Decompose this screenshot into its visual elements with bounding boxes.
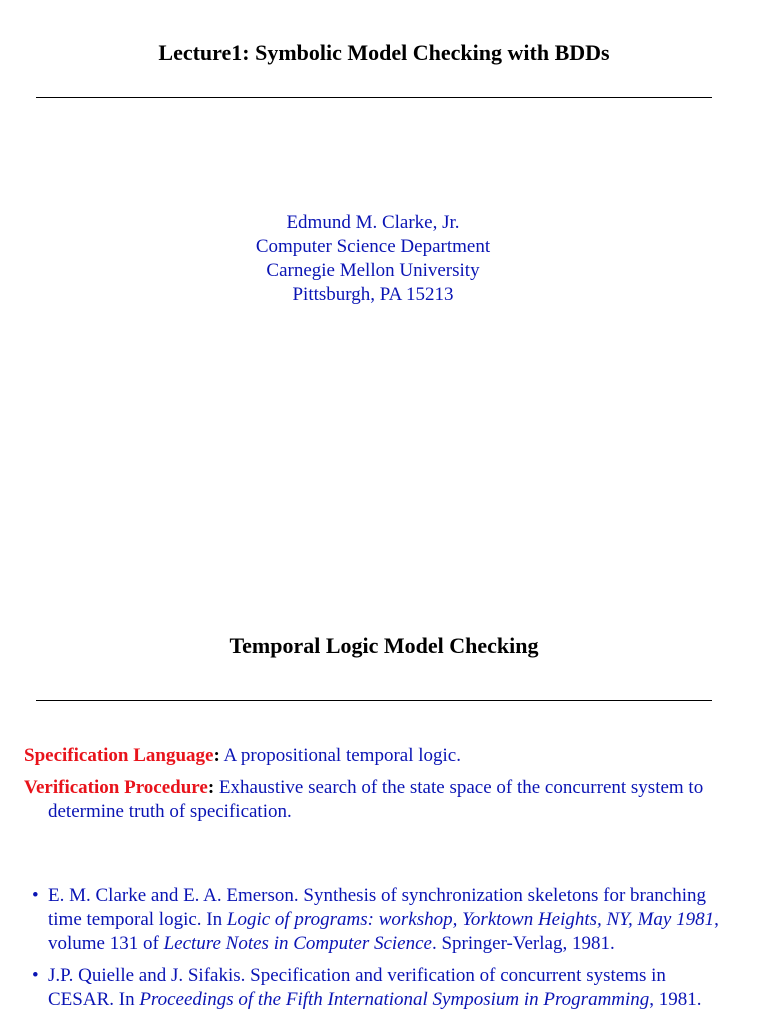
reference-series: Lecture Notes in Computer Science (163, 933, 432, 954)
definition-text: Exhaustive search of the state space of the concurrent system to determine truth of specification. (48, 777, 704, 822)
bullet-icon: • (32, 885, 39, 906)
title-rule (36, 97, 712, 98)
reference-authors: E. M. Clarke and E. A. Emerson. Synthesis of synchronization skeletons for branching time temporal logic. In (48, 885, 707, 930)
definition-item (24, 744, 734, 768)
author-address: Pittsburgh, PA 15213 (292, 284, 454, 305)
reference-authors: J.P. Quielle and J. Sifakis. Specification and verification of concurrent systems in CESAR. In (48, 965, 666, 1010)
reference-tail: , 1981. (649, 989, 702, 1010)
author-block (0, 211, 746, 307)
reference-venue: Proceedings of the Fifth International Symposium in Programming (139, 989, 650, 1010)
definition-term: Specification Language (24, 745, 214, 766)
slide1-title: Lecture1: Symbolic Model Checking with BDDs (158, 40, 610, 65)
author-department: Computer Science Department (255, 236, 491, 257)
definition-colon: : (207, 777, 215, 798)
reference-item (24, 964, 728, 1012)
reference-mid: , volume 131 of (48, 909, 719, 954)
definition-term: Verification Procedure (24, 777, 208, 798)
definition-text: A propositional temporal logic. (219, 745, 461, 766)
title-rule (36, 700, 712, 701)
reference-list (24, 884, 728, 1020)
reference-item (24, 884, 728, 956)
definitions (24, 744, 734, 832)
author-name: Edmund M. Clarke, Jr. (286, 212, 460, 233)
definition-colon: : (213, 745, 220, 766)
slide2-title: Temporal Logic Model Checking (229, 633, 539, 658)
author-university: Carnegie Mellon University (266, 260, 480, 281)
definition-item (24, 776, 734, 824)
reference-venue: Logic of programs: workshop, Yorktown Heights, NY, May 1981 (226, 909, 715, 930)
reference-tail: . Springer-Verlag, 1981. (431, 933, 615, 954)
bullet-icon: • (32, 965, 39, 986)
